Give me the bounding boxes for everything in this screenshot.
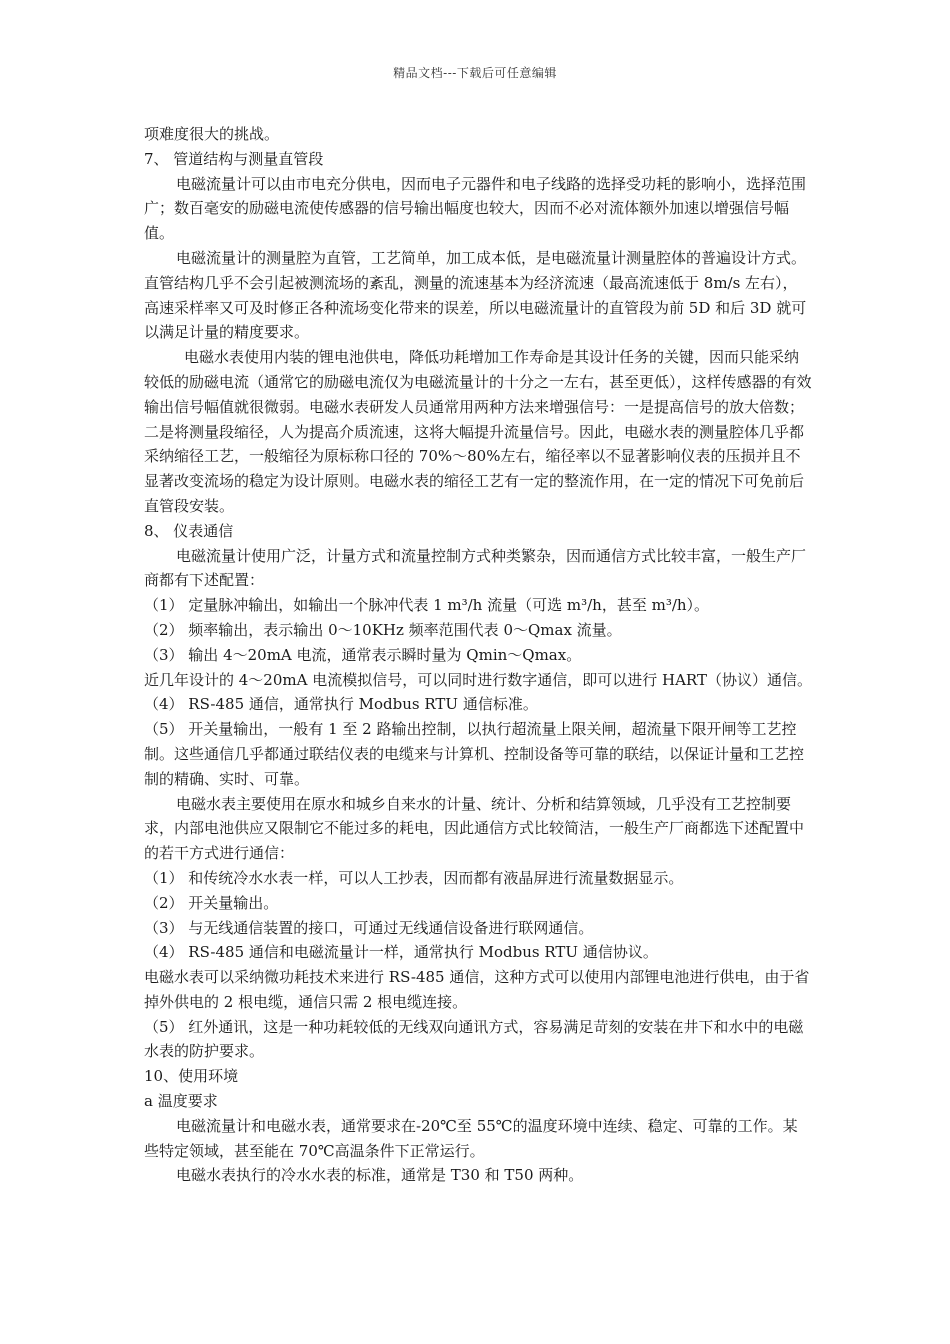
list-item: （2） 频率输出，表示输出 0～10KHz 频率范围代表 0～Qmax 流量。 [144,620,622,639]
list-item: （2） 开关量输出。 [144,893,279,912]
list-item: （3） 与无线通信装置的接口，可通过无线通信设备进行联网通信。 [144,918,594,937]
paragraph: 电磁水表主要使用在原水和城乡自来水的计量、统计、分析和结算领域，几乎没有工艺控制要求，内部电池供应又限制它不能过多的耗电，因此通信方式比较简洁，一般生产厂商都选下述配置中的若干方式进行通信： [144,794,805,863]
paragraph: 电磁水表执行的冷水水表的标准，通常是 T30 和 T50 两种。 [176,1166,584,1185]
list-item: （5） 开关量输出，一般有 1 至 2 路输出控制，以执行超流量上限关闸，超流量下限开闸等工艺控制。这些通信几乎都通过联结仪表的电缆来与计算机、控制设备等可靠的联结，以保证计量和工艺控制的精确、实时、可靠。 [144,720,805,788]
list-item: （5） 红外通讯，这是一种功耗较低的无线双向通讯方式，容易满足苛刻的安装在井下和水中的电磁水表的防护要求。 [144,1017,804,1061]
paragraph: 近几年设计的 4～20mA 电流模拟信号，可以同时进行数字通信，即可以进行 HART（协议）通信。 [144,670,812,689]
list-item: （3） 输出 4～20mA 电流，通常表示瞬时量为 Qmin～Qmax。 [144,645,582,664]
section-heading: 7、 管道结构与测量直管段 [144,149,324,168]
paragraph: 电磁流量计的测量腔为直管，工艺简单，加工成本低，是电磁流量计测量腔体的普遍设计方式。直管结构几乎不会引起被测流场的紊乱，测量的流速基本为经济流速（最高流速低于 8m/s 左右），高速采样率又可及时修正各种流场变化带来的误差，所以电磁流量计的直管段为前 5D 和后 3D 就可以满足计量的精度要求。 [144,248,807,342]
paragraph: 项难度很大的挑战。 [144,125,280,143]
paragraph: 电磁流量计使用广泛，计量方式和流量控制方式种类繁杂，因而通信方式比较丰富，一般生产厂商都有下述配置： [144,546,807,590]
document-body [144,122,812,1188]
list-item: （1） 和传统冷水水表一样，可以人工抄表，因而都有液晶屏进行流量数据显示。 [144,868,684,887]
list-item: （4） RS-485 通信，通常执行 Modbus RTU 通信标准。 [144,695,538,714]
paragraph: 电磁流量计可以由市电充分供电，因而电子元器件和电子线路的选择受功耗的影响小，选择范围广；数百毫安的励磁电流使传感器的信号输出幅度也较大，因而不必对流体额外加速以增强信号幅值。 [144,174,807,243]
section-heading: 8、 仪表通信 [144,521,234,540]
paragraph: 电磁流量计和电磁水表，通常要求在-20℃至 55℃的温度环境中连续、稳定、可靠的工作。某些特定领域，甚至能在 70℃高温条件下正常运行。 [144,1116,798,1160]
page-header: 精品文档---下载后可任意编辑 [393,66,557,80]
subsection-heading: a 温度要求 [144,1092,218,1111]
list-item: （1） 定量脉冲输出，如输出一个脉冲代表 1 m³/h 流量（可选 m³/h，甚至 m³/h）。 [144,596,710,615]
paragraph: 电磁水表使用内装的锂电池供电，降低功耗增加工作寿命是其设计任务的关键，因而只能采纳较低的励磁电流（通常它的励磁电流仅为电磁流量计的十分之一左右，甚至更低），这样传感器的有效输出信号幅值就很微弱。电磁水表研发人员通常用两种方法来增强信号：一是提高信号的放大倍数；二是将测量段缩径，人为提高介质流速，这将大幅提升流量信号。因此，电磁水表的测量腔体几乎都采纳缩径工艺，一般缩径为原标称口径的 70%～80%左右，缩径率以不显著影响仪表的压损并且不显著改变流场的稳定为设计原则。电磁水表的缩径工艺有一定的整流作用，在一定的情况下可免前后直管段安装。 [144,348,812,515]
list-item: （4） RS-485 通信和电磁流量计一样，通常执行 Modbus RTU 通信协议。 [144,943,658,962]
section-heading: 10、使用环境 [144,1067,239,1086]
paragraph: 电磁水表可以采纳微功耗技术来进行 RS-485 通信，这种方式可以使用内部锂电池进行供电，由于省掉外供电的 2 根电缆，通信只需 2 根电缆连接。 [144,968,810,1011]
